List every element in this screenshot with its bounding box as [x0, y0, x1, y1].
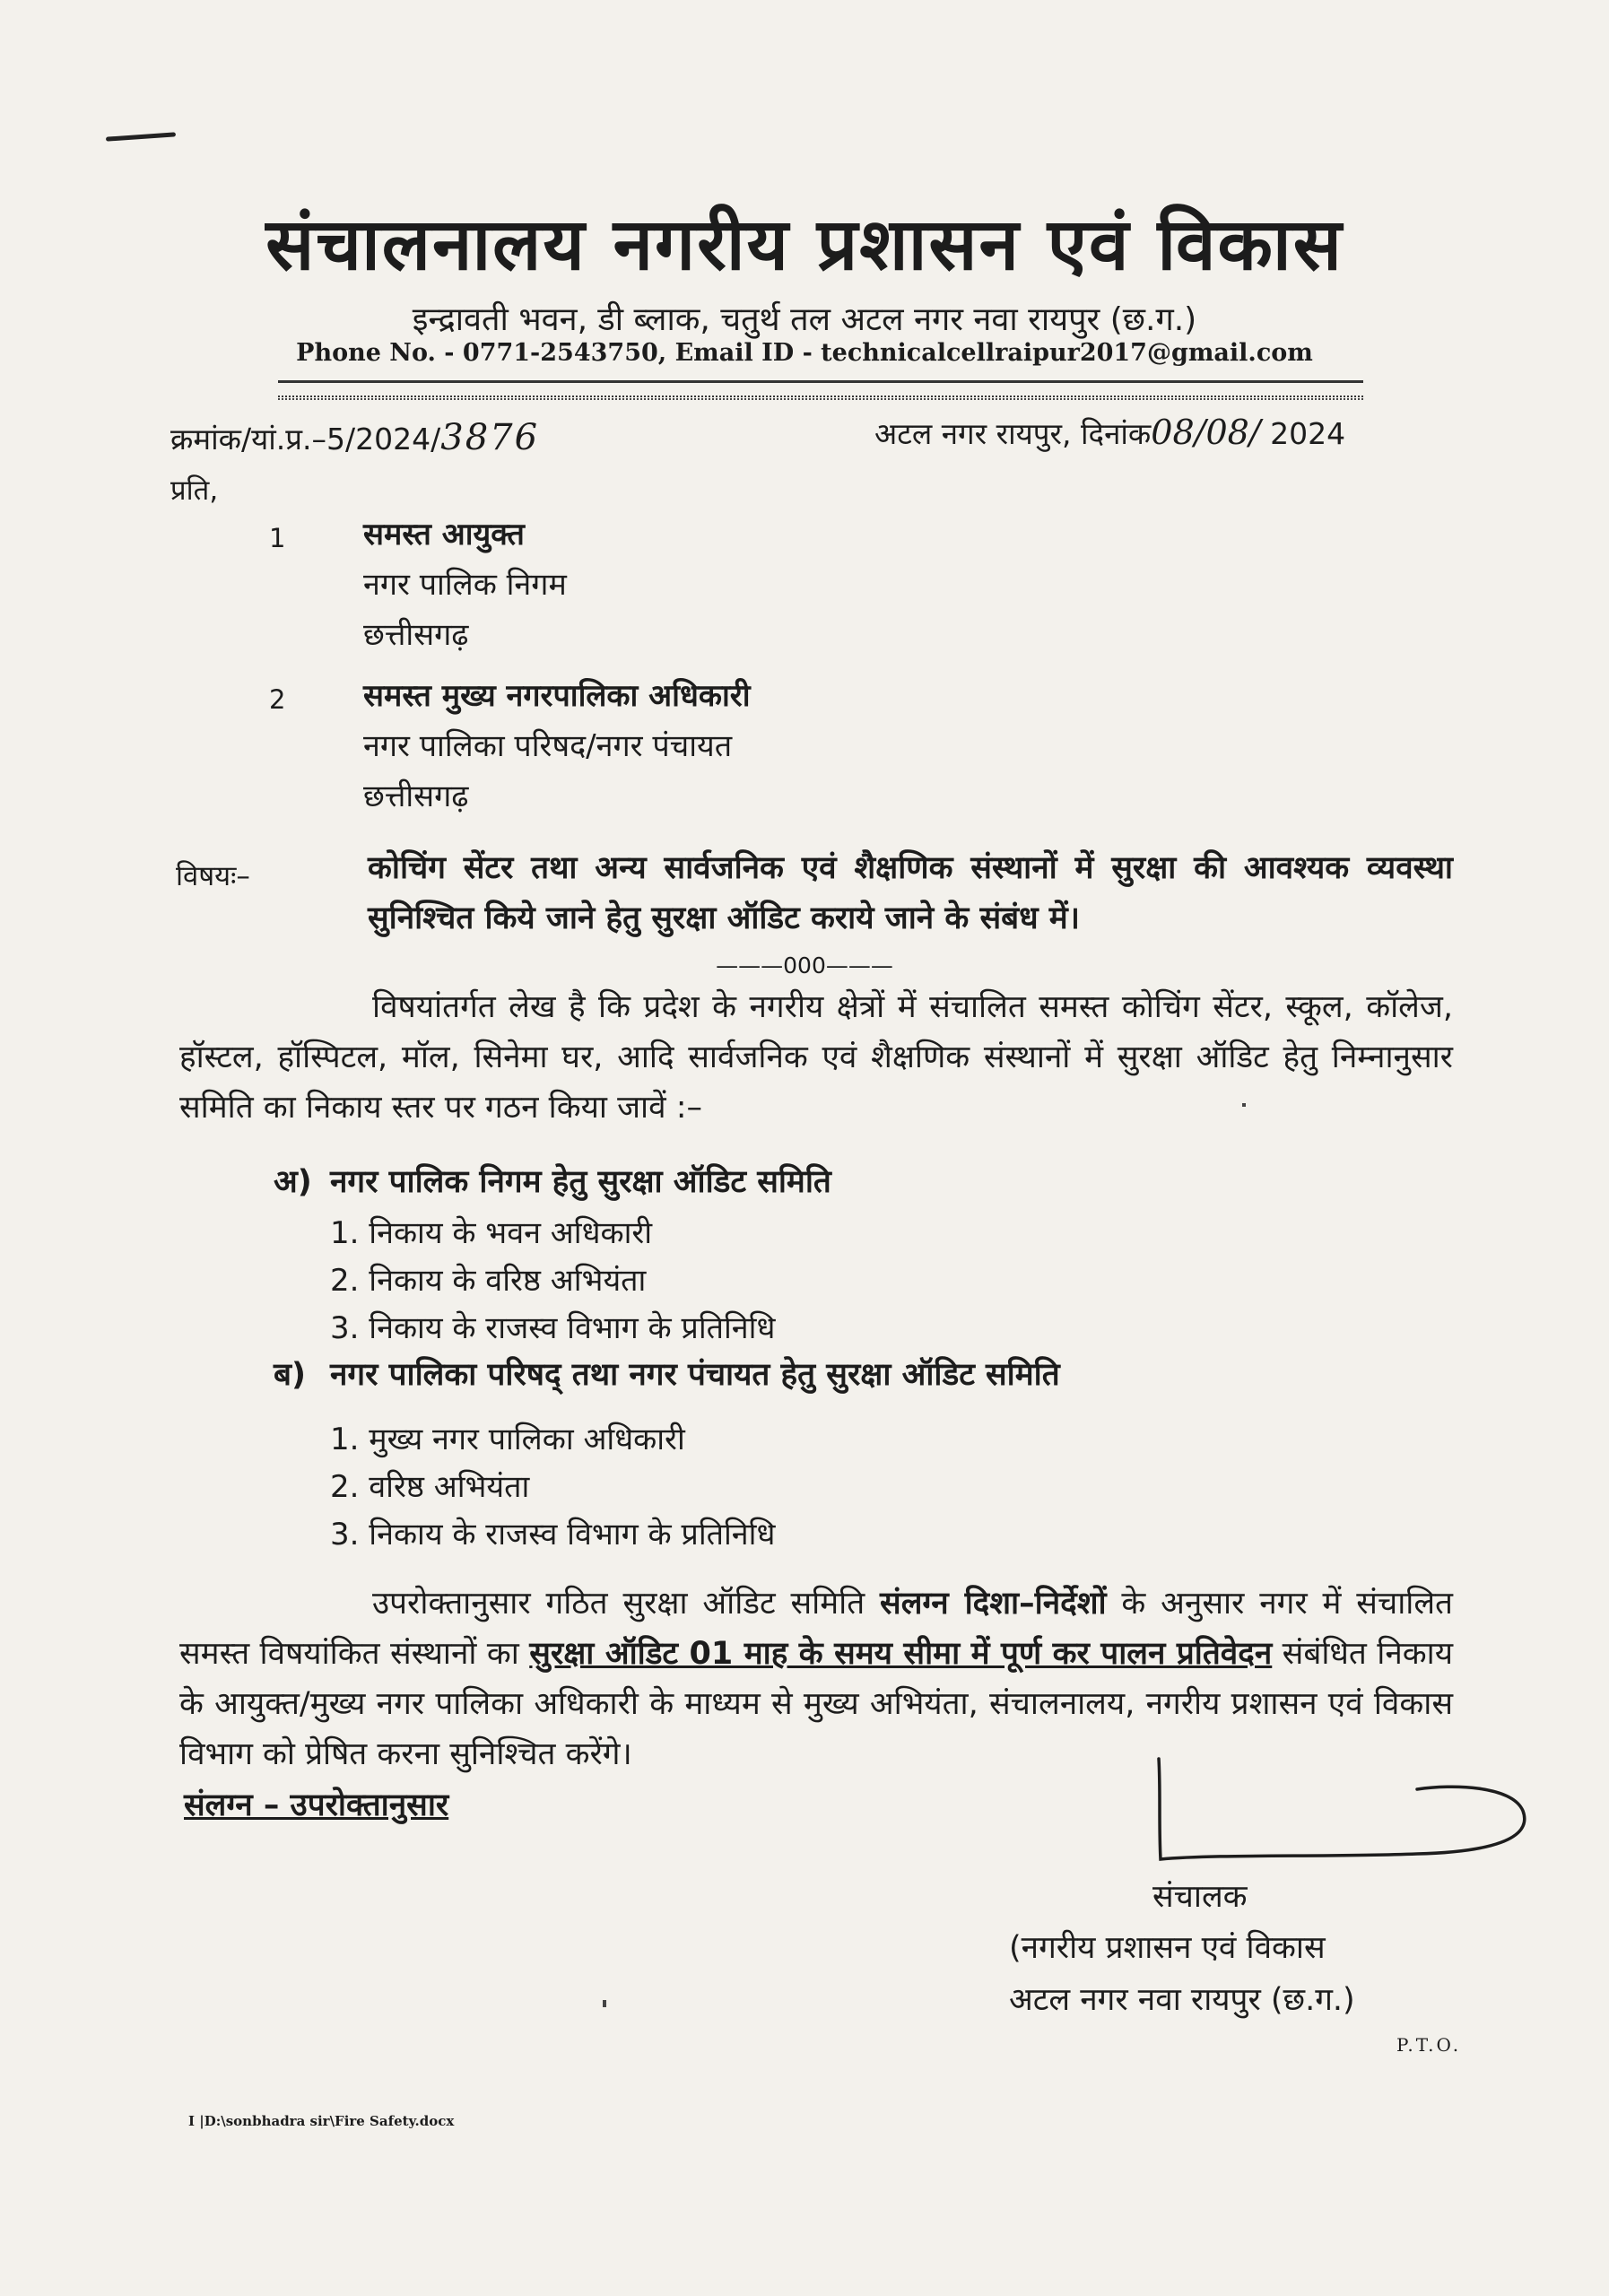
header-rule [278, 380, 1363, 397]
recipient-line: छत्तीसगढ़ [363, 617, 469, 653]
committee-a-member [330, 1258, 646, 1300]
body-paragraph-1: विषयांतर्गत लेख है कि प्रदेश के नगरीय क्षेत्रों में संचालित समस्त कोचिंग सेंटर, स्कूल, कॉलेज, हॉस्टल, हॉस्पिटल, मॉल, सिनेमा घर, आदि सार्वजनिक एवं शैक्षणिक संस्थानों में सुरक्षा ऑडिट हेतु निम्नानुसार समिति का निकाय स्तर पर गठन किया जावें :– [179, 989, 1453, 1126]
recipient-address [363, 509, 567, 660]
signature-scribble [1148, 1753, 1543, 1870]
para2-underlined-deadline: सुरक्षा ऑडिट 01 माह के समय सीमा में पूर्ण कर पालन प्रतिवेदन [529, 1636, 1273, 1672]
header-rule-dotted [278, 398, 1363, 400]
recipient-number: 2 [269, 684, 286, 715]
member-text: मुख्य नगर पालिका अधिकारी [369, 1422, 685, 1457]
subject-label: विषयः– [176, 860, 250, 892]
signature-stroke [1159, 1759, 1525, 1859]
para2-part2: के अनुसार नगर में संचालित समस्त विषयांकित संस्थानों का [179, 1586, 1453, 1672]
committee-b-member [330, 1465, 529, 1506]
ink-speck [1242, 1103, 1246, 1107]
member-text: वरिष्ठ अभियंता [369, 1469, 530, 1505]
committee-a-member [330, 1211, 652, 1252]
member-text: निकाय के राजस्व विभाग के प्रतिनिधि [369, 1517, 776, 1552]
office-address: इन्द्रावती भवन, डी ब्लाक, चतुर्थ तल अटल नगर नवा रायपुर (छ.ग.) [412, 301, 1197, 338]
to-label: प्रति, [170, 474, 219, 507]
member-text: निकाय के भवन अधिकारी [369, 1215, 653, 1251]
recipient-line: नगर पालिका परिषद/नगर पंचायत [363, 728, 733, 764]
signatory-title: संचालक [1152, 1879, 1248, 1915]
member-text: निकाय के वरिष्ठ अभियंता [369, 1263, 647, 1299]
office-contact: Phone No. - 0771-2543750, Email ID - technicalcellraipur2017@gmail.com [296, 339, 1313, 367]
signatory-place: अटल नगर नवा रायपुर (छ.ग.) [1009, 1982, 1355, 2018]
committee-b-member [330, 1417, 685, 1458]
recipient-line: नगर पालिक निगम [363, 567, 567, 603]
recipient-line: समस्त मुख्य नगरपालिका अधिकारी [363, 678, 751, 714]
recipient-address [363, 671, 751, 822]
pen-mark [106, 132, 176, 141]
body-paragraph-2 [179, 1578, 1453, 1779]
member-number: 1. [330, 1215, 360, 1251]
member-text: निकाय के राजस्व विभाग के प्रतिनिधि [369, 1310, 776, 1346]
footer-file-path: I |D:\sonbhadra sir\Fire Safety.docx [188, 2113, 455, 2129]
pto-note: P.T.O. [1396, 2034, 1462, 2056]
reference-printed: क्रमांक/यां.प्र.–5/2024/ [170, 422, 441, 457]
para2-bold-guidelines: संलग्न दिशा–निर्देशों [880, 1586, 1107, 1622]
member-number: 2. [330, 1263, 360, 1299]
para2-part1: उपरोक्तानुसार गठित सुरक्षा ऑडिट समिति [372, 1586, 881, 1622]
office-title: संचालनालय नगरीय प्रशासन एवं विकास [265, 203, 1344, 286]
committee-a-title: नगर पालिक निगम हेतु सुरक्षा ऑडिट समिति [330, 1164, 831, 1200]
recipient-line: छत्तीसगढ़ [363, 778, 469, 814]
committee-a-label: अ) [274, 1164, 312, 1200]
enclosure-note: संलग्न – उपरोक्तानुसार [184, 1787, 449, 1823]
reference-number [170, 417, 539, 458]
place-label: अटल नगर रायपुर, दिनांक [874, 416, 1152, 451]
date-handwritten: 08/08/ [1151, 413, 1261, 452]
member-number: 2. [330, 1469, 360, 1505]
recipient-number: 1 [269, 523, 286, 553]
committee-a-member [330, 1306, 775, 1347]
committee-b-title: नगर पालिका परिषद् तथा नगर पंचायत हेतु सुरक्षा ऑडिट समिति [330, 1357, 1060, 1393]
separator: ———000——— [716, 952, 893, 978]
member-number: 3. [330, 1517, 360, 1552]
reference-handwritten: 3876 [440, 417, 540, 458]
date-year: 2024 [1270, 416, 1346, 451]
signatory-dept: (नगरीय प्रशासन एवं विकास [1009, 1930, 1326, 1966]
committee-b-member [330, 1512, 775, 1553]
member-number: 1. [330, 1422, 360, 1457]
committee-b-label: ब) [274, 1357, 306, 1393]
para2-part3: संबंधित निकाय के आयुक्त/मुख्य नगर पालिका अधिकारी के माध्यम से मुख्य अभियंता, संचालनालय, नगरीय प्रशासन एवं विकास विभाग को प्रेषित करना सुनिश्चित करेंगे। [179, 1636, 1454, 1772]
recipient-line: समस्त आयुक्त [363, 517, 525, 552]
place-date [874, 413, 1345, 453]
subject-text: कोचिंग सेंटर तथा अन्य सार्वजनिक एवं शैक्षणिक संस्थानों में सुरक्षा की आवश्यक व्यवस्था सुनिश्चित किये जाने हेतु सुरक्षा ऑडिट कराये जाने के संबंध में। [368, 850, 1453, 936]
member-number: 3. [330, 1310, 360, 1346]
ink-speck [603, 2000, 606, 2007]
